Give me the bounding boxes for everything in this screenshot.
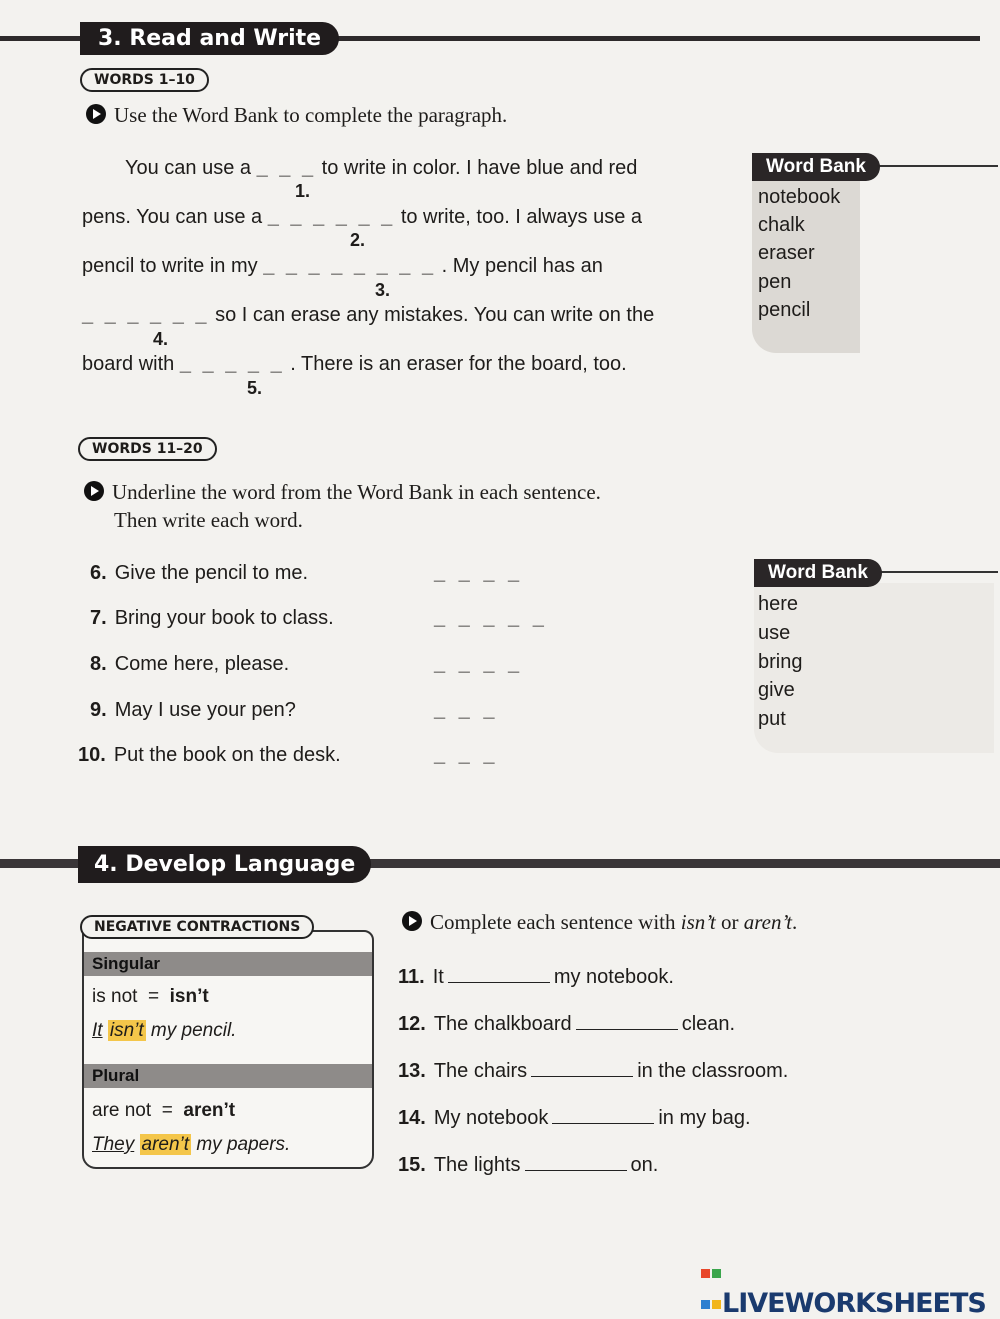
wordbank1-word: chalk bbox=[758, 214, 805, 236]
para-line-4: _ _ _ _ _ _ so I can erase any mistakes. You can write on the bbox=[82, 304, 655, 326]
logo-icon bbox=[700, 1255, 722, 1317]
singular-header: Singular bbox=[84, 952, 372, 976]
wordbank1-word: pen bbox=[758, 271, 792, 293]
fill-blank-14[interactable] bbox=[552, 1107, 654, 1124]
para-line-2: pens. You can use a _ _ _ _ _ _ to write, too. I always use a bbox=[82, 206, 643, 228]
para-line-1: You can use a _ _ _ to write in color. I have blue and red bbox=[125, 157, 638, 179]
words-11-20-tag: WORDS 11–20 bbox=[78, 437, 217, 461]
fill-blank-13[interactable] bbox=[531, 1060, 633, 1077]
wordbank2-word: use bbox=[758, 622, 791, 644]
instruction-3: Complete each sentence with isn’t or aren’t. bbox=[402, 910, 797, 935]
answer-blank-7[interactable]: _ _ _ _ _ bbox=[434, 607, 548, 629]
wordbank1-word: pencil bbox=[758, 299, 811, 321]
wordbank1-word: eraser bbox=[758, 242, 815, 264]
item-6: 6. Give the pencil to me. bbox=[90, 562, 309, 584]
section4-title: 4. Develop Language bbox=[78, 846, 371, 883]
num-2: 2. bbox=[350, 230, 366, 250]
answer-blank-10[interactable]: _ _ _ bbox=[434, 744, 499, 766]
play-arrow-icon bbox=[84, 481, 104, 501]
wordbank2-word: give bbox=[758, 679, 795, 701]
words-1-10-tag: WORDS 1–10 bbox=[80, 68, 209, 92]
blank-5[interactable]: _ _ _ _ _ bbox=[179, 353, 285, 375]
para-line-3: pencil to write in my _ _ _ _ _ _ _ _ . My pencil has an bbox=[82, 255, 603, 277]
item-7: 7. Bring your book to class. bbox=[90, 607, 334, 629]
fill-blank-12[interactable] bbox=[576, 1013, 678, 1030]
instruction-2: Underline the word from the Word Bank in each sentence. bbox=[84, 480, 601, 505]
wordbank1-title: Word Bank bbox=[752, 153, 880, 181]
answer-blank-9[interactable]: _ _ _ bbox=[434, 699, 499, 721]
negative-contractions-box bbox=[82, 930, 374, 1169]
num-4: 4. bbox=[153, 329, 169, 349]
play-arrow-icon bbox=[402, 911, 422, 931]
item-8: 8. Come here, please. bbox=[90, 653, 290, 675]
liveworksheets-logo: LIVEWORKSHEETS bbox=[700, 1255, 986, 1319]
negative-contractions-tag: NEGATIVE CONTRACTIONS bbox=[80, 915, 314, 939]
item-9: 9. May I use your pen? bbox=[90, 699, 296, 721]
item-12: 12. The chalkboard clean. bbox=[398, 1013, 736, 1035]
plural-header: Plural bbox=[84, 1064, 372, 1088]
num-3: 3. bbox=[375, 280, 391, 300]
wordbank2-word: put bbox=[758, 708, 786, 730]
item-10: 10. Put the book on the desk. bbox=[78, 744, 341, 766]
answer-blank-6[interactable]: _ _ _ _ bbox=[434, 562, 524, 584]
singular-example: It isn’t my pencil. bbox=[92, 1020, 237, 1041]
item-14: 14. My notebook in my bag. bbox=[398, 1107, 751, 1129]
num-5: 5. bbox=[247, 378, 263, 398]
blank-4[interactable]: _ _ _ _ _ _ bbox=[82, 304, 210, 326]
blank-1[interactable]: _ _ _ bbox=[256, 157, 317, 179]
blank-3[interactable]: _ _ _ _ _ _ _ _ bbox=[263, 255, 437, 277]
wordbank1-word: notebook bbox=[758, 186, 841, 208]
fill-blank-11[interactable] bbox=[448, 966, 550, 983]
instruction-1: Use the Word Bank to complete the paragraph. bbox=[86, 103, 507, 128]
blank-2[interactable]: _ _ _ _ _ _ bbox=[267, 206, 396, 228]
play-arrow-icon bbox=[86, 104, 106, 124]
item-11: 11. It my notebook. bbox=[398, 966, 674, 988]
wordbank2-word: here bbox=[758, 593, 799, 615]
para-line-5: board with _ _ _ _ _ . There is an eraser for the board, too. bbox=[82, 353, 627, 375]
num-1: 1. bbox=[295, 181, 311, 201]
plural-rule: are not = aren’t bbox=[92, 1100, 236, 1121]
wordbank2-title: Word Bank bbox=[754, 559, 882, 587]
section3-title: 3. Read and Write bbox=[80, 22, 339, 55]
instruction-2b: Then write each word. bbox=[114, 508, 303, 532]
fill-blank-15[interactable] bbox=[525, 1154, 627, 1171]
singular-rule: is not = isn’t bbox=[92, 986, 209, 1007]
plural-example: They aren’t my papers. bbox=[92, 1134, 291, 1155]
answer-blank-8[interactable]: _ _ _ _ bbox=[434, 653, 524, 675]
item-15: 15. The lights on. bbox=[398, 1154, 659, 1176]
item-13: 13. The chairs in the classroom. bbox=[398, 1060, 789, 1082]
wordbank2-word: bring bbox=[758, 651, 803, 673]
